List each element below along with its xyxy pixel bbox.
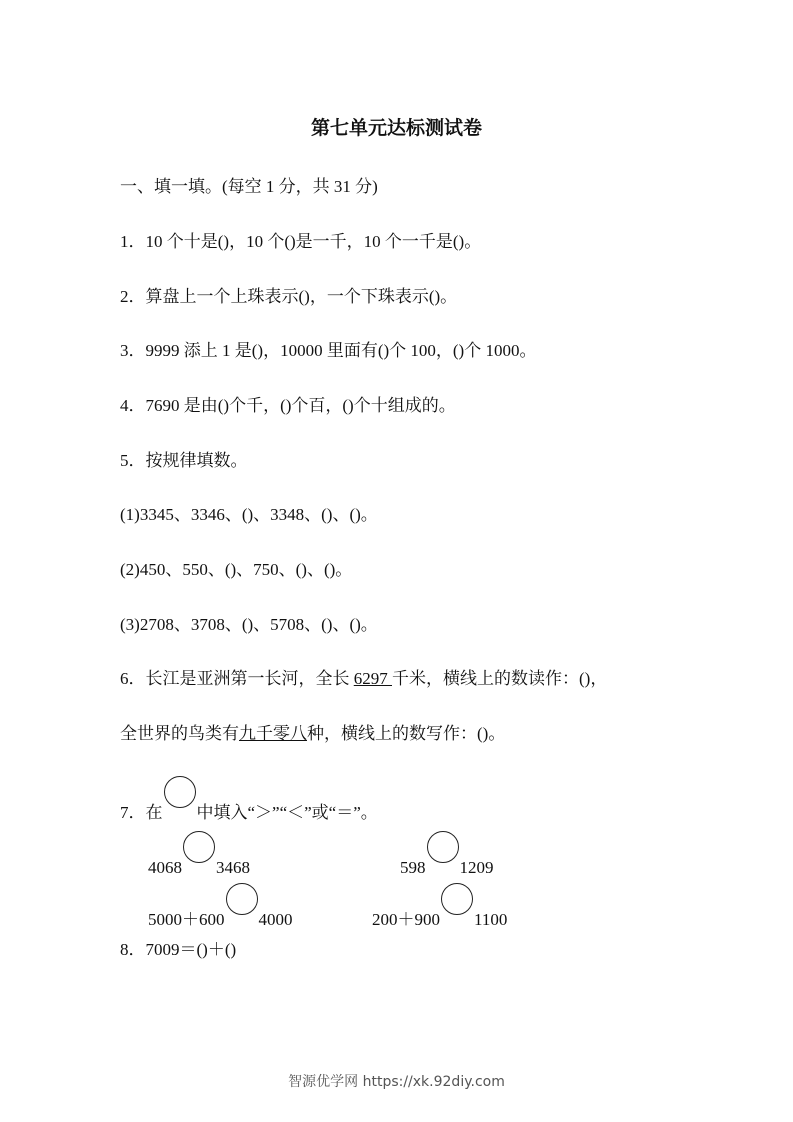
comparison-left: 5000＋600 xyxy=(148,910,225,929)
comparison-right: 1100 xyxy=(474,910,508,929)
comparison-right: 3468 xyxy=(216,858,250,877)
comparison-item xyxy=(148,831,250,878)
q6-text: 种，横线上的数写作：()。 xyxy=(307,724,506,743)
q6-text: 全世界的鸟类有 xyxy=(120,724,239,743)
question-6-line-1 xyxy=(120,664,607,689)
comparison-item xyxy=(400,831,494,878)
answer-circle[interactable] xyxy=(441,883,473,915)
underlined-words: 九千零八 xyxy=(239,724,307,743)
comparison-right: 4000 xyxy=(258,910,293,929)
q6-text: 千米，横线上的数读作：()， xyxy=(392,669,608,688)
answer-circle[interactable] xyxy=(183,831,215,863)
question-7 xyxy=(120,776,378,823)
question-5: 5．按规律填数。 xyxy=(120,451,248,470)
q7-text: 中填入“＞”“＜”或“＝”。 xyxy=(196,803,378,822)
comparison-left: 200＋900 xyxy=(372,910,440,929)
answer-circle[interactable] xyxy=(226,883,258,915)
comparison-left: 4068 xyxy=(148,858,182,877)
question-5-part-2: (2)450、550、()、750、()、()。 xyxy=(120,560,353,579)
question-5-part-1: (1)3345、3346、()、3348、()、()。 xyxy=(120,505,378,524)
question-4: 4．7690 是由()个千，()个百，()个十组成的。 xyxy=(120,396,456,415)
question-1: 1．10 个十是()，10 个()是一千，10 个一千是()。 xyxy=(120,232,482,251)
footer-watermark: 智源优学网 https://xk.92diy.com xyxy=(288,1074,505,1090)
question-8: 8．7009＝()＋() xyxy=(120,940,237,959)
question-3: 3．9999 添上 1 是()，10000 里面有()个 100，()个 1000。 xyxy=(120,341,537,360)
underlined-number: 6297 xyxy=(353,669,392,688)
q6-text: 6．长江是亚洲第一长河，全长 xyxy=(120,669,354,688)
answer-circle[interactable] xyxy=(427,831,459,863)
question-6-line-2 xyxy=(120,719,505,744)
q7-text: 7．在 xyxy=(120,803,163,822)
comparison-left: 598 xyxy=(400,858,426,877)
page-title: 第七单元达标测试卷 xyxy=(310,117,482,139)
circle-icon xyxy=(164,776,196,808)
question-5-part-3: (3)2708、3708、()、5708、()、()。 xyxy=(120,615,378,634)
section-heading: 一、填一填。(每空 1 分，共 31 分) xyxy=(120,177,378,196)
comparison-item xyxy=(148,883,293,930)
comparison-item xyxy=(372,883,507,930)
question-2: 2．算盘上一个上珠表示()，一个下珠表示()。 xyxy=(120,287,458,306)
comparison-right: 1209 xyxy=(459,858,494,877)
